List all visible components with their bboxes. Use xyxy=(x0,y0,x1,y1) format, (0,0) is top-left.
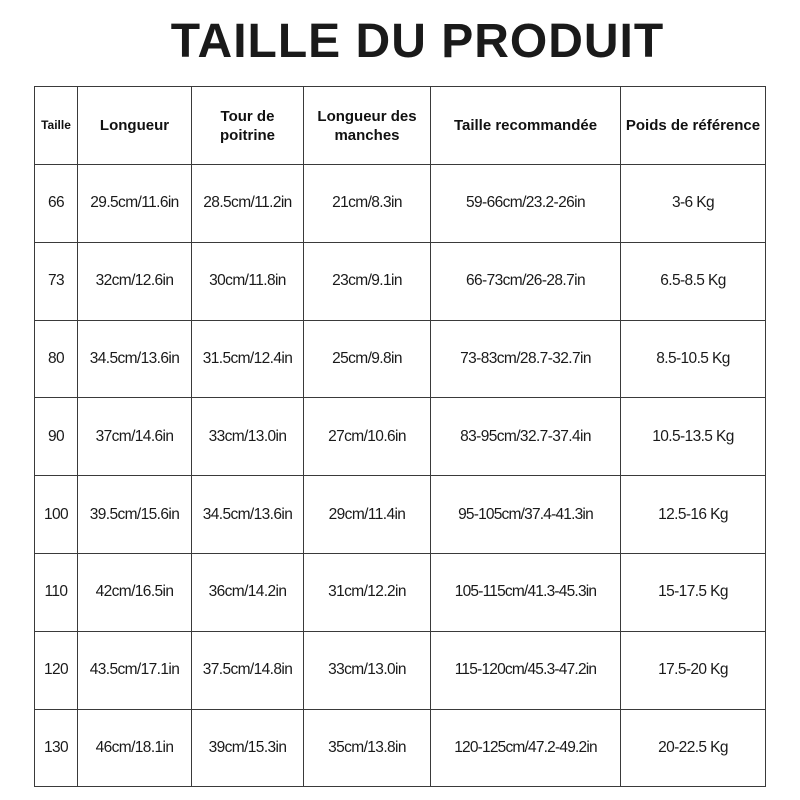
cell-taille-recommandee: 83-95cm/32.7-37.4in xyxy=(431,398,621,476)
header-tour-de-poitrine: Tour de poitrine xyxy=(192,87,304,165)
cell-poids-de-reference: 15-17.5 Kg xyxy=(621,553,766,631)
cell-taille-recommandee: 105-115cm/41.3-45.3in xyxy=(431,553,621,631)
cell-longueur: 43.5cm/17.1in xyxy=(78,631,192,709)
cell-poids-de-reference: 3-6 Kg xyxy=(621,165,766,243)
cell-longueur-des-manches: 23cm/9.1in xyxy=(304,242,431,320)
cell-taille-recommandee: 59-66cm/23.2-26in xyxy=(431,165,621,243)
cell-taille: 130 xyxy=(35,709,78,787)
cell-poids-de-reference: 17.5-20 Kg xyxy=(621,631,766,709)
cell-taille-recommandee: 66-73cm/26-28.7in xyxy=(431,242,621,320)
table-row xyxy=(35,398,766,476)
table-row xyxy=(35,320,766,398)
size-chart-table xyxy=(34,86,766,787)
table-row xyxy=(35,709,766,787)
cell-tour-de-poitrine: 28.5cm/11.2in xyxy=(192,165,304,243)
cell-taille: 90 xyxy=(35,398,78,476)
cell-taille: 73 xyxy=(35,242,78,320)
cell-poids-de-reference: 6.5-8.5 Kg xyxy=(621,242,766,320)
cell-longueur: 32cm/12.6in xyxy=(78,242,192,320)
cell-taille: 110 xyxy=(35,553,78,631)
cell-tour-de-poitrine: 37.5cm/14.8in xyxy=(192,631,304,709)
cell-longueur-des-manches: 27cm/10.6in xyxy=(304,398,431,476)
cell-taille: 120 xyxy=(35,631,78,709)
header-longueur: Longueur xyxy=(78,87,192,165)
cell-taille-recommandee: 120-125cm/47.2-49.2in xyxy=(431,709,621,787)
cell-poids-de-reference: 20-22.5 Kg xyxy=(621,709,766,787)
cell-tour-de-poitrine: 31.5cm/12.4in xyxy=(192,320,304,398)
table-header-row xyxy=(35,87,766,165)
page-title: TAILLE DU PRODUIT xyxy=(170,15,665,68)
table-row xyxy=(35,165,766,243)
cell-poids-de-reference: 8.5-10.5 Kg xyxy=(621,320,766,398)
cell-poids-de-reference: 12.5-16 Kg xyxy=(621,476,766,554)
cell-longueur-des-manches: 33cm/13.0in xyxy=(304,631,431,709)
cell-taille: 80 xyxy=(35,320,78,398)
cell-taille: 100 xyxy=(35,476,78,554)
cell-tour-de-poitrine: 36cm/14.2in xyxy=(192,553,304,631)
cell-longueur: 39.5cm/15.6in xyxy=(78,476,192,554)
header-taille-recommandee: Taille recommandée xyxy=(431,87,621,165)
cell-longueur: 37cm/14.6in xyxy=(78,398,192,476)
header-taille: Taille xyxy=(35,87,78,165)
cell-taille-recommandee: 95-105cm/37.4-41.3in xyxy=(431,476,621,554)
table-row xyxy=(35,631,766,709)
cell-tour-de-poitrine: 34.5cm/13.6in xyxy=(192,476,304,554)
table-row xyxy=(35,476,766,554)
cell-tour-de-poitrine: 30cm/11.8in xyxy=(192,242,304,320)
cell-taille: 66 xyxy=(35,165,78,243)
table-row xyxy=(35,553,766,631)
cell-longueur-des-manches: 21cm/8.3in xyxy=(304,165,431,243)
cell-longueur-des-manches: 25cm/9.8in xyxy=(304,320,431,398)
cell-taille-recommandee: 73-83cm/28.7-32.7in xyxy=(431,320,621,398)
cell-taille-recommandee: 115-120cm/45.3-47.2in xyxy=(431,631,621,709)
cell-longueur: 34.5cm/13.6in xyxy=(78,320,192,398)
cell-tour-de-poitrine: 39cm/15.3in xyxy=(192,709,304,787)
cell-longueur: 46cm/18.1in xyxy=(78,709,192,787)
cell-longueur-des-manches: 29cm/11.4in xyxy=(304,476,431,554)
cell-poids-de-reference: 10.5-13.5 Kg xyxy=(621,398,766,476)
table-row xyxy=(35,242,766,320)
cell-tour-de-poitrine: 33cm/13.0in xyxy=(192,398,304,476)
header-poids-de-reference: Poids de référence xyxy=(621,87,766,165)
cell-longueur-des-manches: 31cm/12.2in xyxy=(304,553,431,631)
cell-longueur: 29.5cm/11.6in xyxy=(78,165,192,243)
header-longueur-des-manches: Longueur des manches xyxy=(304,87,431,165)
cell-longueur: 42cm/16.5in xyxy=(78,553,192,631)
cell-longueur-des-manches: 35cm/13.8in xyxy=(304,709,431,787)
